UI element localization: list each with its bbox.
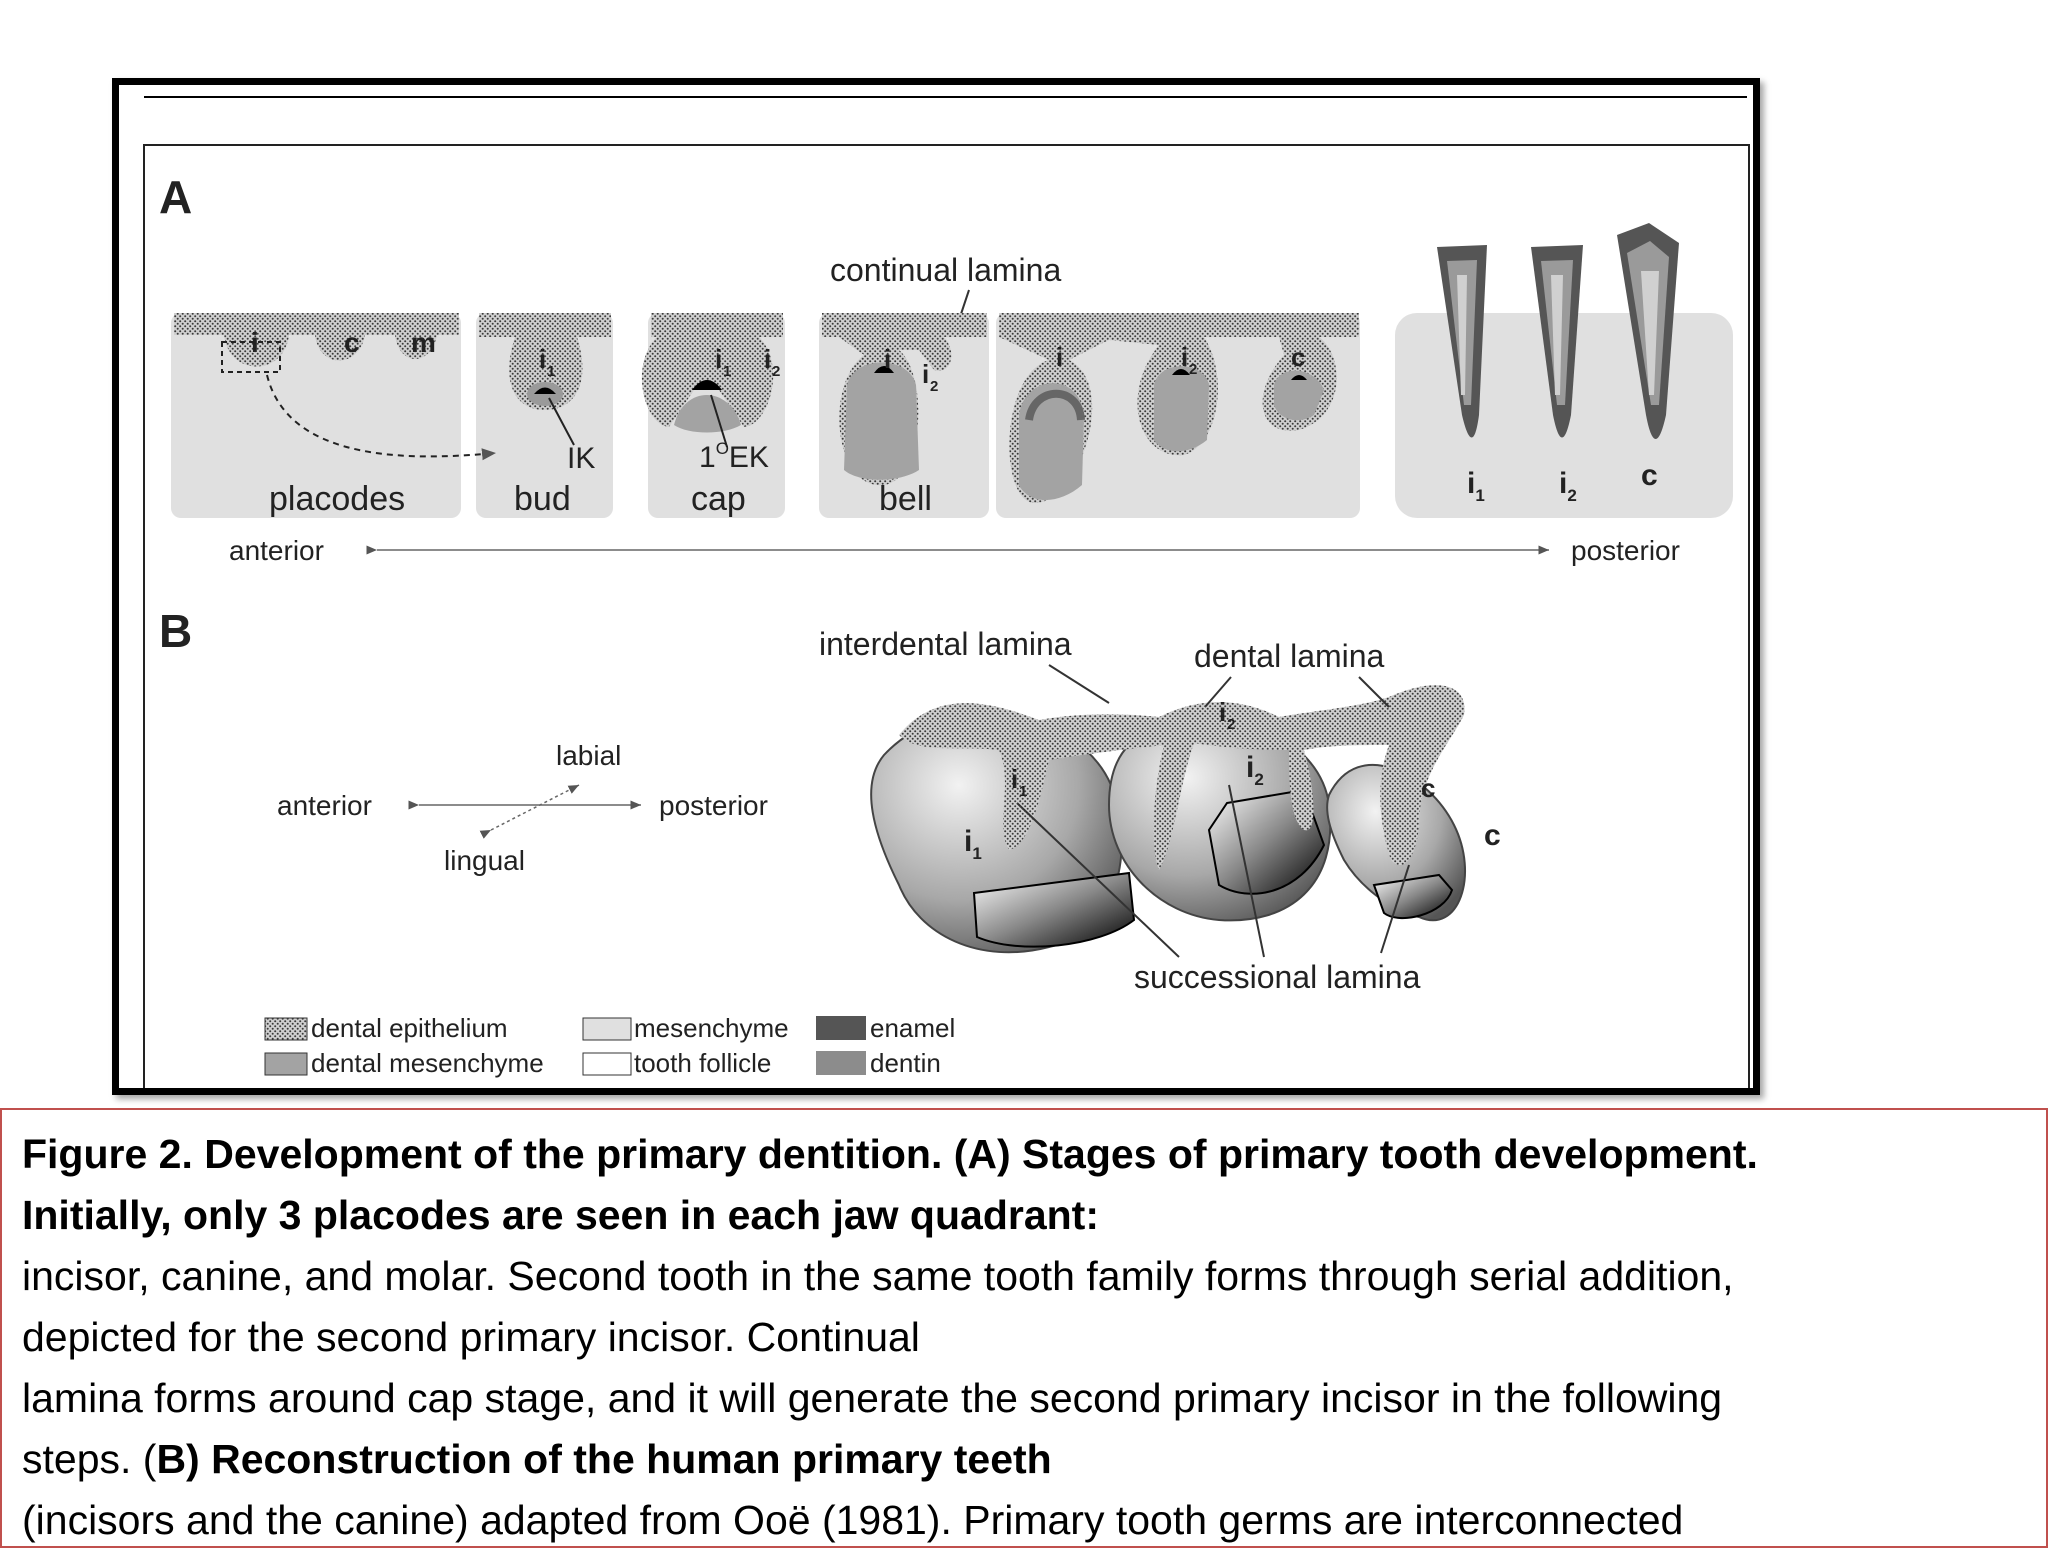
ek-label: $1^OEK$ [699, 439, 769, 474]
caption-line-5: (incisors and the canine) adapted from Ooë (1981). Primary tooth germs are interconnected [22, 1497, 1684, 1543]
figure-caption [0, 1108, 2048, 1548]
erupted-label-i2: $i_2$ [1559, 467, 1577, 505]
placode-c-label: c [344, 327, 360, 358]
legend-swatch-dental-mesenchyme [265, 1053, 307, 1075]
legend [265, 1013, 955, 1078]
svg-text:i: i [884, 344, 892, 374]
legend-label-mesenchyme: mesenchyme [634, 1013, 789, 1043]
caption-line-2: depicted for the second primary incisor. Continual [22, 1314, 920, 1360]
figure-frame [112, 78, 1760, 1095]
svg-text:1: 1 [723, 363, 732, 380]
ik-label: IK [567, 442, 596, 475]
legend-swatch-tooth-follicle [583, 1053, 631, 1075]
dental-lamina-label: dental lamina [1194, 638, 1385, 674]
svg-text:2: 2 [1227, 716, 1236, 733]
continual-lamina-label: continual lamina [830, 252, 1062, 288]
svg-text:2: 2 [1189, 361, 1198, 378]
svg-text:i: i [764, 344, 772, 374]
legend-label-tooth-follicle: tooth follicle [634, 1048, 772, 1078]
svg-text:i: i [1011, 764, 1019, 794]
stage-label-bell: bell [879, 480, 932, 518]
legend-label-dentin: dentin [870, 1048, 941, 1078]
legend-swatch-enamel [816, 1016, 866, 1040]
caption-line-4-bold: B) Reconstruction of the human primary teeth [156, 1436, 1052, 1482]
svg-text:2: 2 [772, 363, 781, 380]
svg-text:i: i [1056, 342, 1064, 372]
svg-text:c: c [1421, 773, 1436, 803]
erupted-label-i1: $i_1$ [1467, 467, 1485, 505]
svg-text:2: 2 [930, 378, 939, 395]
stage-label-cap: cap [691, 480, 746, 518]
legend-swatch-dental-epithelium [265, 1018, 307, 1040]
orient-lingual: lingual [444, 845, 525, 876]
svg-text:i: i [922, 359, 930, 389]
svg-text:i: i [1219, 697, 1227, 727]
orient-labial: labial [556, 740, 622, 771]
tooth-b-i2-label: $i_2$ [1246, 751, 1264, 789]
caption-line-4-plain: steps. ( [22, 1436, 157, 1482]
legend-swatch-mesenchyme [583, 1018, 631, 1040]
stage-label-placodes: placodes [269, 480, 406, 518]
legend-swatch-dentin [816, 1051, 866, 1075]
legend-label-dental-mesenchyme: dental mesenchyme [311, 1048, 544, 1078]
tooth-b-c-label: c [1484, 819, 1501, 852]
caption-line-1: incisor, canine, and molar. Second tooth in the same tooth family forms through serial addition, [22, 1253, 1734, 1299]
erupted-label-c: c [1641, 459, 1658, 492]
figure-diagram [119, 85, 1753, 1088]
placode-m-label: m [411, 327, 436, 358]
axis-a-posterior: posterior [1571, 535, 1680, 566]
tooth-b-i1-label: $i_1$ [964, 825, 982, 863]
svg-text:1: 1 [547, 363, 556, 380]
caption-line-3: lamina forms around cap stage, and it will generate the second primary incisor in the following [22, 1375, 1723, 1421]
panel-b-letter: B [159, 605, 193, 657]
successional-lamina-label: successional lamina [1134, 959, 1421, 995]
panel-a-letter: A [159, 171, 193, 223]
stage-label-bud: bud [514, 480, 571, 518]
svg-text:c: c [1291, 342, 1306, 372]
placode-i-label: i [251, 327, 259, 358]
orient-anterior: anterior [277, 790, 372, 821]
legend-label-enamel: enamel [870, 1013, 956, 1043]
interdental-lamina-label: interdental lamina [819, 626, 1072, 662]
legend-label-dental-epithelium: dental epithelium [311, 1013, 508, 1043]
svg-text:i: i [539, 344, 547, 374]
svg-text:i: i [715, 344, 723, 374]
axis-a-anterior: anterior [229, 535, 324, 566]
caption-line-4 [22, 1429, 2026, 1490]
svg-text:i: i [1181, 342, 1189, 372]
caption-heading-1: Figure 2. Development of the primary dentition. (A) Stages of primary tooth development. [22, 1131, 1758, 1177]
svg-text:1: 1 [1019, 783, 1028, 800]
caption-heading-2: Initially, only 3 placodes are seen in each jaw quadrant: [22, 1192, 1099, 1238]
orient-posterior: posterior [659, 790, 768, 821]
